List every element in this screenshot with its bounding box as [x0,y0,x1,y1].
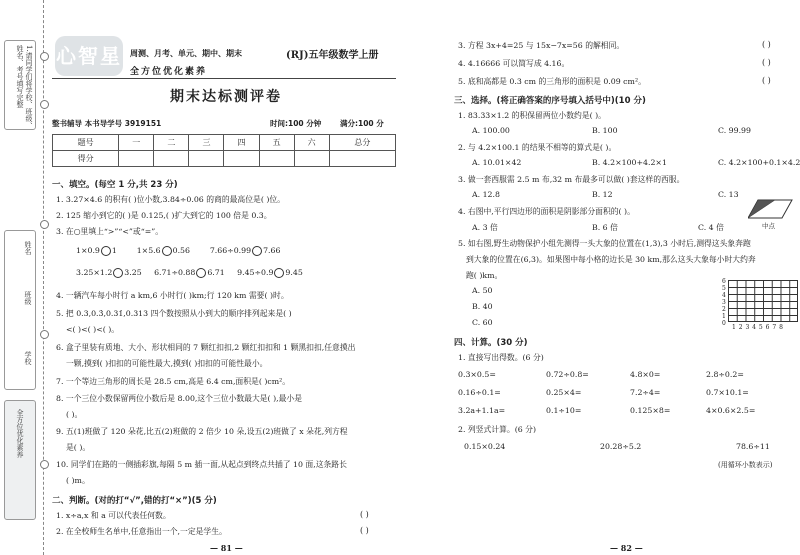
option[interactable]: A. 3 倍 [472,223,498,232]
table-cell: 得分 [53,151,119,167]
compare-right: 9.45 [285,268,303,277]
compare-circle[interactable] [113,268,123,278]
option[interactable]: A. 10.01×42 [472,158,522,167]
student-info-box [4,230,36,390]
calc-item: 3.2a+1.1a= [458,406,506,415]
answer-paren[interactable]: ( ) [762,76,771,85]
score-input-cell[interactable] [259,151,294,167]
option[interactable]: A. 50 [472,286,493,295]
table-cell: 一 [119,135,154,151]
table-cell: 题号 [53,135,119,151]
section-heading: 一、填空。(每空 1 分,共 23 分) [52,180,178,190]
calc-item: 7.2÷4= [630,388,661,397]
calc-item: 4×0.6×2.5= [706,406,756,415]
strip-logo-tag: 全方位优化素养 [16,409,24,458]
question-text: 5. 底和高都是 0.3 cm 的三角形的面积是 0.09 cm²。 [458,77,646,86]
figure-label: 中点 [762,222,775,230]
compare-left: 1×0.9 [76,246,100,255]
strip-note: 1.请同学们将学校、班级、姓名、考号填写完整 [16,45,33,129]
section-heading: 四、计算。(30 分) [454,338,528,348]
question-text: <( )<( )<( )。 [66,325,120,334]
calc-item: 0.16÷0.1= [458,388,501,397]
compare-left: 9.45÷0.9 [237,268,274,277]
header-rule [52,78,396,79]
question-text: 1. x÷a,x 和 a 可以代表任何数。 [56,511,171,520]
table-row [53,151,396,167]
grid-y-label: 6 [722,278,726,285]
calc-item: 0.125×8= [630,406,671,415]
compare-circle[interactable] [196,268,206,278]
calc-item: 78.6÷11 [736,442,770,451]
question-text: 到大象的位置在(6,3)。如果图中每小格的边长是 30 km,那么这头大象每小时大约奔 [466,255,756,264]
grid-x-labels: 1 2 3 4 5 6 7 8 [732,324,784,331]
option[interactable]: A. 100.00 [472,126,510,135]
score-input-cell[interactable] [329,151,395,167]
question-text: 4. 一辆汽车每小时行 a km,6 小时行( )km;行 120 km 需要( )时。 [56,291,289,300]
binding-strip [0,0,44,555]
score-input-cell[interactable] [294,151,329,167]
compare-row [76,246,280,256]
grid-y-label: 1 [722,313,726,320]
option[interactable]: B. 4.2×100+4.2×1 [592,158,667,167]
logo-tag-box [4,400,36,520]
compare-right: 7.66 [263,246,281,255]
option[interactable]: B. 12 [592,190,613,199]
compare-left: 6.71÷0.88 [154,268,196,277]
table-cell: 三 [189,135,224,151]
field-class-label: 班级 [24,291,32,305]
calc-item: 0.3×0.5= [458,370,496,379]
table-cell: 五 [259,135,294,151]
table-cell: 总分 [329,135,395,151]
binding-hole [40,220,49,229]
coordinate-grid [728,280,798,322]
question-text: 3. 方程 3x+4=25 与 15x−7x=56 的解相同。 [458,41,625,50]
grid-y-label: 2 [722,306,726,313]
question-text: 3. 做一套西服需 2.5 m 布,32 m 布最多可以做( )套这样的西服。 [458,175,685,184]
table-row [53,135,396,151]
brand-logo: 心智星 [55,36,123,76]
table-cell: 六 [294,135,329,151]
question-text: 3. 在○里填上“>”“<”或“=”。 [56,227,164,236]
answer-paren[interactable]: ( ) [360,510,369,519]
grid-y-label: 3 [722,299,726,306]
question-text: 2. 与 4.2×100.1 的结果不相等的算式是( )。 [458,143,617,152]
header-line2: 全方位优化素养 [130,67,208,77]
question-text: 1. 83.33×1.2 的积保留两位小数约是( )。 [458,111,606,120]
calc-item: 0.7×10.1= [706,388,749,397]
question-text: 9. 五(1)班做了 120 朵花,比五(2)班做的 2 倍少 10 朵,设五(2)班做了 x 朵花,列方程 [56,427,348,436]
calc-item: 0.15×0.24 [464,442,506,451]
option[interactable]: B. 40 [472,302,493,311]
grid-y-label: 0 [722,320,726,327]
page-title: 期末达标测评卷 [170,89,282,105]
compare-row [76,268,303,278]
page-number: — 82 — [610,543,643,553]
option[interactable]: A. 12.8 [472,190,500,199]
compare-circle[interactable] [252,246,262,256]
compare-right: 1 [111,246,117,255]
question-text: 一颗,摸到( )扣扣的可能性最大,摸到( )扣扣的可能性最小。 [66,359,268,368]
page-number: — 81 — [210,543,243,553]
compare-left: 7.66÷0.99 [209,246,252,255]
option[interactable]: C. 99.99 [718,126,751,135]
calc-item: 0.72÷0.8= [546,370,589,379]
question-text: 5. 把 0.3,0.3̇,0.31̇,0.313 四个数按照从小到大的顺序排列起来是( ) [56,309,292,318]
question-text: 4. 4.16666 可以简写成 4.16̇。 [458,59,570,68]
grid-y-label: 4 [722,292,726,299]
binding-hole [40,100,49,109]
calc-item: 0.25×4= [546,388,582,397]
table-cell: 二 [154,135,189,151]
field-school-label: 学校 [24,351,32,365]
question-text: 1. 直接写出得数。(6 分) [458,353,544,362]
question-text: ( )。 [66,410,83,419]
compare-circle[interactable] [274,268,284,278]
question-text: 8. 一个三位小数保留两位小数后是 8.00,这个三位小数最大是( ),最小是 [56,394,302,403]
question-text: 2. 列竖式计算。(6 分) [458,425,537,434]
option[interactable]: B. 100 [592,126,618,135]
table-cell: 四 [224,135,259,151]
question-text: 7. 一个等边三角形的周长是 28.5 cm,高是 6.4 cm,面积是( )cm²。 [56,377,291,386]
calc-item: 0.1÷10= [546,406,582,415]
option[interactable]: C. 4 倍 [698,223,724,232]
binding-hole [40,460,49,469]
field-name-label: 姓名 [24,241,32,255]
section-heading: 二、判断。(对的打“√”,错的打“×”)(5 分) [52,496,217,506]
edition-label: (RJ)五年级数学上册 [286,50,379,61]
answer-paren[interactable]: ( ) [762,40,771,49]
score-input-cell[interactable] [224,151,259,167]
calc-item: 4.8×0= [630,370,661,379]
parallelogram-figure [748,198,794,220]
score-input-cell[interactable] [119,151,154,167]
compare-left: 1×5.6 [136,246,161,255]
answer-paren[interactable]: ( ) [360,526,369,535]
meta-time: 时间:100 分钟 [270,119,322,128]
instruction-box [4,40,36,130]
question-text: 2. 125 缩小到它的( )是 0.125,( )扩大到它的 100 倍是 0.3。 [56,211,272,220]
calc-item: 20.28÷5.2 [600,442,642,451]
question-text: 4. 右图中,平行四边形的面积是阴影部分面积的( )。 [458,207,635,216]
question-text: 2. 在全校师生名单中,任意指出一个,一定是学生。 [56,527,227,536]
option[interactable]: C. 60 [472,318,493,327]
meta-score: 满分:100 分 [340,119,384,128]
question-text: 10. 同学们在路的一侧插彩旗,每隔 5 m 插一面,从起点到终点共插了 10 面,这条路长 [56,460,347,469]
binding-hole [40,52,49,61]
question-text: ( )m。 [66,476,90,485]
score-table [52,134,396,167]
question-text: 6. 盒子里装有质地、大小、形状相同的 7 颗红扣扣,2 颗红扣扣和 1 颗黑扣扣,任意摸出 [56,343,356,352]
meta-book: 整书辅导 本书导学号 3919151 [52,119,162,128]
question-text: 1. 3.27×4.6 的积有( )位小数,3.84÷0.06 的商的最高位是( )位。 [56,195,285,204]
compare-right: 3.25 [124,268,142,277]
header-line1: 周测、月考、单元、期中、期末 [130,48,242,58]
question-text: 5. 如右图,野生动物保护小组先测得一头大象的位置在(1,3),3 小时后,测得这头象奔跑 [458,239,751,248]
option[interactable]: C. 4.2×100+0.1×4.2 [718,158,800,167]
right-page [400,0,800,555]
binding-hole [40,330,49,339]
compare-circle[interactable] [101,246,111,256]
score-input-cell[interactable] [154,151,189,167]
calc-note: (用循环小数表示) [718,461,773,469]
option[interactable]: B. 6 倍 [592,223,618,232]
compare-left: 3.25×1.2 [76,268,113,277]
compare-right: 6.71 [207,268,225,277]
compare-right: 0.56 [172,246,190,255]
question-text: 是( )。 [66,443,91,452]
compare-circle[interactable] [162,246,172,256]
score-input-cell[interactable] [189,151,224,167]
option[interactable]: C. 13 [718,190,739,199]
answer-paren[interactable]: ( ) [762,58,771,67]
calc-item: 2.8÷0.2= [706,370,744,379]
question-text: 跑( )km。 [466,271,503,280]
section-heading: 三、选择。(将正确答案的序号填入括号中)(10 分) [454,96,646,106]
grid-y-label: 5 [722,285,726,292]
